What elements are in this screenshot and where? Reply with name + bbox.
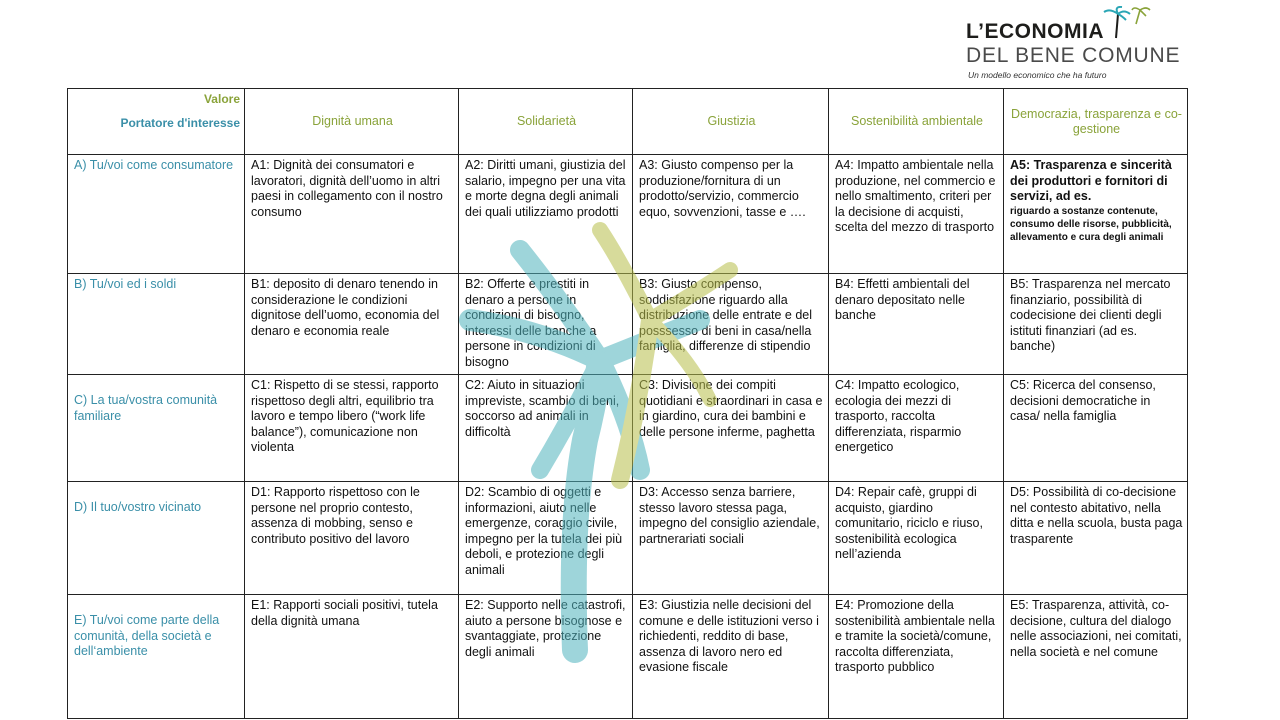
- matrix-cell-a5-detail: riguardo a sostanze contenute, consumo delle risorse, pubblicità, allevamento e cura degli animali: [1010, 205, 1172, 243]
- logo-title: L’ECONOMIA: [966, 20, 1105, 43]
- logo-tagline: Un modello economico che ha futuro: [968, 70, 1107, 80]
- matrix-cell-a5: [1004, 155, 1188, 274]
- matrix-cell-e5: E5: Trasparenza, attività, co-decisione, cultura del dialogo nelle associazioni, nei comitati, nella società e nel comune: [1004, 595, 1188, 719]
- matrix-cell-b4: B4: Effetti ambientali del denaro depositato nelle banche: [829, 274, 1004, 375]
- matrix-cell-a1: A1: Dignità dei consumatori e lavoratori, dignità dell’uomo in altri paesi in collegamento con il nostro consumo: [245, 155, 459, 274]
- corner-value-label: Valore: [203, 92, 240, 106]
- matrix-cell-b3: B3: Giusto compenso, soddisfazione riguardo alla distribuzione delle entrate e del posssesso di beni in casa/nella famiglia, differenze di stipendio: [633, 274, 829, 375]
- column-header-justice: Giustizia: [633, 89, 829, 155]
- table-row: [68, 274, 1188, 375]
- matrix-cell-e1: E1: Rapporti sociali positivi, tutela della dignità umana: [245, 595, 459, 719]
- matrix-cell-b5: B5: Trasparenza nel mercato finanziario, possibilità di codecisione dei clienti degli istituti finanziari (ad es. banche): [1004, 274, 1188, 375]
- matrix-cell-d3: D3: Accesso senza barriere, stesso lavoro stessa paga, impegno del consiglio aziendale, partnerariati sociali: [633, 482, 829, 595]
- corner-cell: [68, 89, 245, 155]
- matrix-cell-a4: A4: Impatto ambientale nella produzione, nel commercio e nello smaltimento, criteri per la decisione di acquisti, scelta del mezzo di trasporto: [829, 155, 1004, 274]
- table-row: [68, 482, 1188, 595]
- matrix-cell-e4: E4: Promozione della sostenibilità ambientale nella e tramite la società/comune, raccolta differenziata, trasporto pubblico: [829, 595, 1004, 719]
- common-good-matrix: [67, 88, 1188, 719]
- matrix-cell-d4: D4: Repair cafè, gruppi di acquisto, giardino comunitario, riciclo e riuso, sostenibilità ecologica nell’azienda: [829, 482, 1004, 595]
- column-header-solidarity: Solidarietà: [459, 89, 633, 155]
- header-row: [68, 89, 1188, 155]
- logo: [962, 6, 1262, 86]
- matrix-cell-e3: E3: Giustizia nelle decisioni del comune e delle istituzioni verso i richiedenti, reddito di base, assenza di lavoro nero ed evasione fiscale: [633, 595, 829, 719]
- stakeholder-label: D) Il tuo/vostro vicinato: [68, 482, 245, 595]
- column-header-dignity: Dignità umana: [245, 89, 459, 155]
- matrix-cell-a3: A3: Giusto compenso per la produzione/fornitura di un prodotto/servizio, commercio equo, sovvenzioni, tasse e ….: [633, 155, 829, 274]
- matrix-cell-e2: E2: Supporto nelle catastrofi, aiuto a persone bisognose e svantaggiate, protezione degli animali: [459, 595, 633, 719]
- matrix-cell-d5: D5: Possibilità di co-decisione nel contesto abitativo, nella ditta e nella scuola, busta paga trasparente: [1004, 482, 1188, 595]
- matrix-cell-b1: B1: deposito di denaro tenendo in considerazione le condizioni dignitose dell’uomo, economia del denaro e economia reale: [245, 274, 459, 375]
- logo-subtitle: DEL BENE COMUNE: [966, 44, 1181, 67]
- matrix-cell-c1: C1: Rispetto di se stessi, rapporto rispettoso degli altri, equilibrio tra lavoro e tempo libero (“work life balance”), comunicazione non violenta: [245, 375, 459, 482]
- matrix-cell-b2: B2: Offerte e prestiti in denaro a persone in condizioni di bisogno, interessi delle banche a persone in condizioni di bisogno: [459, 274, 633, 375]
- column-header-sustainability: Sostenibilità ambientale: [829, 89, 1004, 155]
- matrix-cell-d1: D1: Rapporto rispettoso con le persone nel proprio contesto, assenza di mobbing, senso e contributo positivo del lavoro: [245, 482, 459, 595]
- matrix-cell-c2: C2: Aiuto in situazioni impreviste, scambio di beni, soccorso ad animali in difficoltà: [459, 375, 633, 482]
- table-row: [68, 595, 1188, 719]
- corner-stakeholder-label: Portatore d'interesse: [120, 115, 240, 130]
- palm-tree-icon: [1102, 6, 1152, 40]
- table-row: [68, 375, 1188, 482]
- matrix-cell-a5-main: A5: Trasparenza e sincerità dei produttori e fornitori di servizi, ad es.: [1010, 158, 1172, 203]
- stakeholder-label: C) La tua/vostra comunità familiare: [68, 375, 245, 482]
- stakeholder-label: E) Tu/voi come parte della comunità, della società e dell‘ambiente: [68, 595, 245, 719]
- matrix-cell-c3: C3: Divisione dei compiti quotidiani e straordinari in casa e in giardino, cura dei bambini e delle persone inferme, paghetta: [633, 375, 829, 482]
- matrix-cell-d2: D2: Scambio di oggetti e informazioni, aiuto nelle emergenze, coraggio civile, impegno per la tutela dei più deboli, e protezione degli animali: [459, 482, 633, 595]
- matrix-cell-c4: C4: Impatto ecologico, ecologia dei mezzi di trasporto, raccolta differenziata, risparmio energetico: [829, 375, 1004, 482]
- stakeholder-label: A) Tu/voi come consumatore: [68, 155, 245, 274]
- column-header-democracy: Democrazia, trasparenza e co-gestione: [1004, 89, 1188, 155]
- matrix-cell-a2: A2: Diritti umani, giustizia del salario, impegno per una vita e morte degna degli animali dei quali utilizziamo prodotti: [459, 155, 633, 274]
- matrix-cell-c5: C5: Ricerca del consenso, decisioni democratiche in casa/ nella famiglia: [1004, 375, 1188, 482]
- stakeholder-label: B) Tu/voi ed i soldi: [68, 274, 245, 375]
- table-row: [68, 155, 1188, 274]
